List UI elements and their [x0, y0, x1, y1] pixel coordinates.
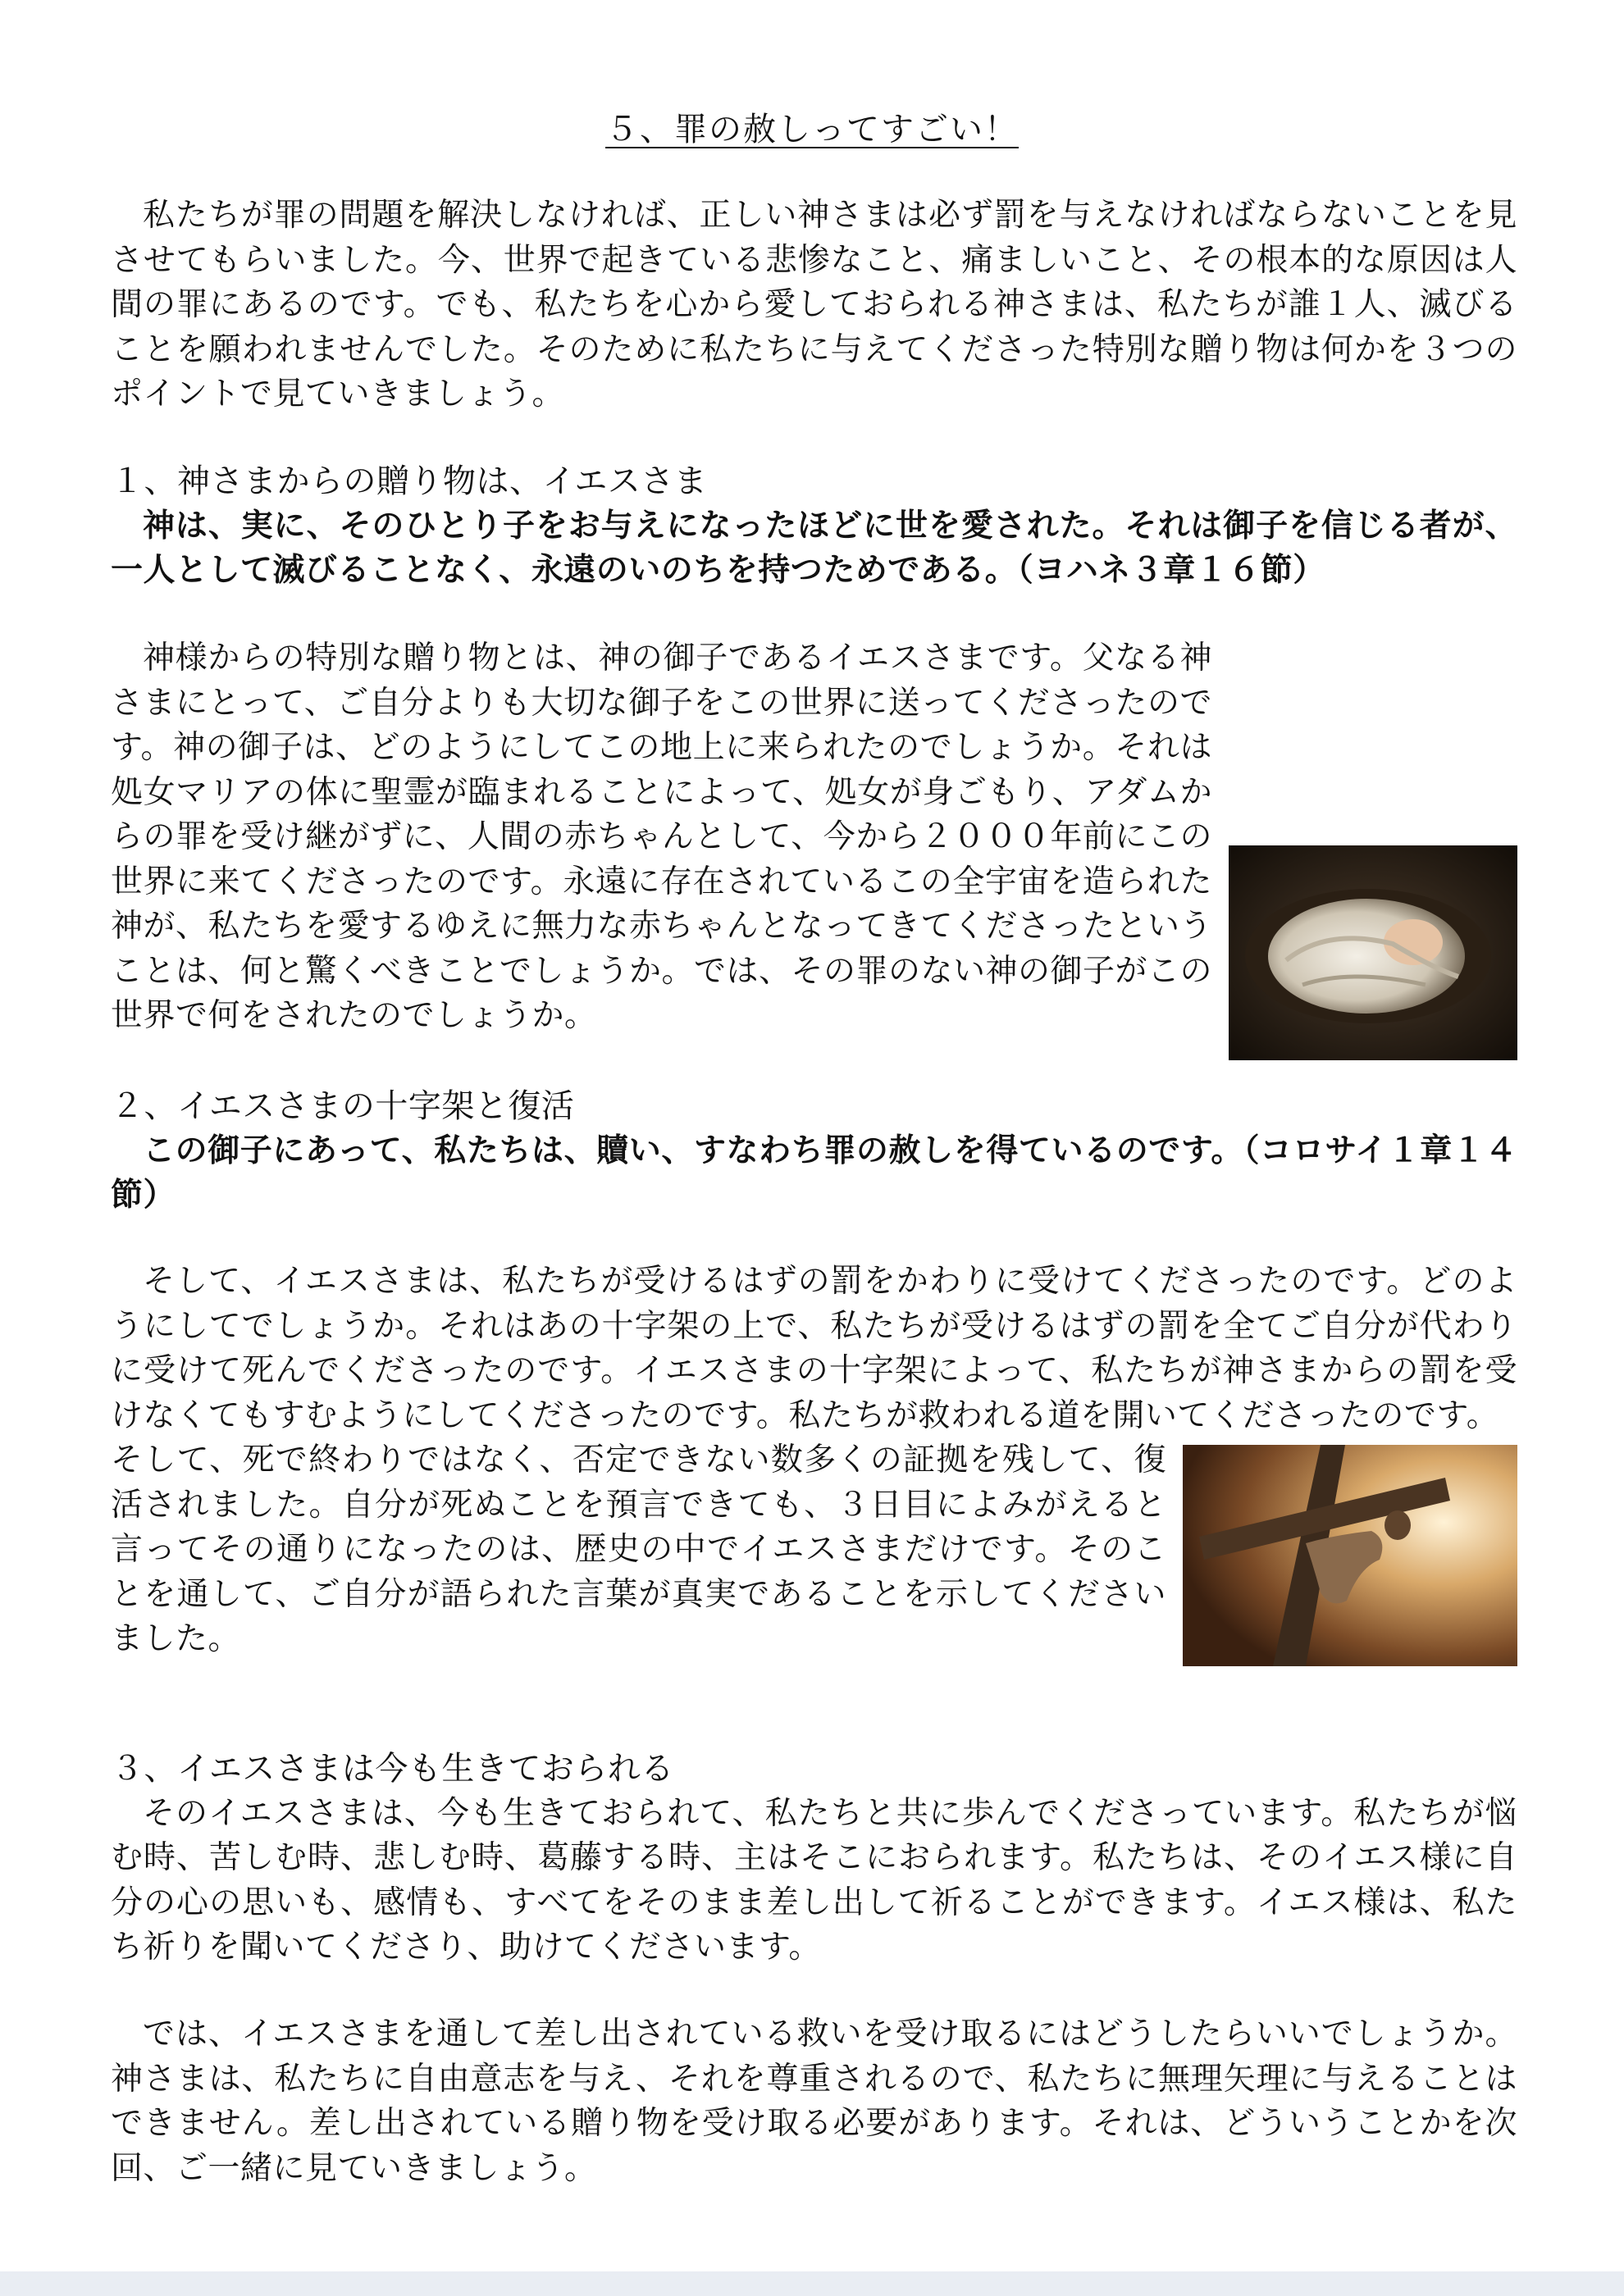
- section-2-body-2: [111, 1438, 1517, 1662]
- baby-photo: [1229, 845, 1517, 1060]
- section-1: [111, 459, 1517, 594]
- section-3-heading: ３、イエスさまは今も生きておられる: [111, 1750, 674, 1788]
- section-2-body-block: [111, 1260, 1517, 1673]
- page-title: [0, 107, 1624, 153]
- page-title-text: ５、罪の赦しってすごい！: [605, 111, 1019, 148]
- section-2-heading: ２、イエスさまの十字架と復活: [111, 1087, 575, 1125]
- section-1-body-block: [111, 636, 1517, 1067]
- section-1-body: [111, 636, 1517, 1039]
- section-2-body-2-text: そして、死で終わりではなく、否定できない数多くの証拠を残して、復活されました。自分が死ぬことを預言できても、３日目によみがえると言ってその通りになったのは、歴史の中でイエスさまだけです。そのことを通して、ご自分が語られた言葉が真実であることを示してくださいました。: [111, 1442, 1166, 1657]
- section-3-body-1: そのイエスさまは、今も生きておられて、私たちと共に歩んでくださっています。私たちが悩む時、苦しむ時、悲しむ時、葛藤する時、主はそこにおられます。私たちは、そのイエス様に自分の心の思いも、感情も、すべてをそのまま差し出して祈ることができます。イエス様は、私たち祈りを聞いてくださり、助けてくださいます。: [111, 1794, 1517, 1966]
- section-2-verse: この御子にあって、私たちは、贖い、すなわち罪の赦しを得ているのです。（コロサイ１章１４節）: [111, 1132, 1517, 1214]
- section-1-heading: １、神さまからの贈り物は、イエスさま: [111, 462, 708, 500]
- section-3: [111, 1747, 1517, 1970]
- cross-photo: [1183, 1445, 1517, 1666]
- section-3-body-2: では、イエスさまを通して差し出されている救いを受け取るにはどうしたらいいでしょうか。神さまは、私たちに自由意志を与え、それを尊重されるので、私たちに無理矢理に与えることはできません。差し出されている贈り物を受け取る必要があります。それは、どういうことかを次回、ご一緒に見ていきましょう。: [111, 2016, 1517, 2187]
- section-1-verse: 神は、実に、そのひとり子をお与えになったほどに世を愛された。それは御子を信じる者が、一人として滅びることなく、永遠のいのちを持つためである。（ヨハネ３章１６節）: [111, 507, 1517, 589]
- section-1-body-text: 神様からの特別な贈り物とは、神の御子であるイエスさまです。父なる神さまにとって、ご自分よりも大切な御子をこの世界に送ってくださったのです。神の御子は、どのようにしてこの地上に来られたのでしょうか。それは処女マリアの体に聖霊が臨まれることによって、処女が身ごもり、アダムからの罪を受け継がずに、人間の赤ちゃんとして、今から２０００年前にこの世界に来てくださったのです。永遠に存在されているこの全宇宙を造られた神が、私たちを愛するゆえに無力な赤ちゃんとなってきてくださったということは、何と驚くべきことでしょうか。では、その罪のない神の御子がこの世界で何をされたのでしょうか。: [111, 640, 1213, 1034]
- section-2-body-1: そして、イエスさまは、私たちが受けるはずの罰をかわりに受けてくださったのです。どのようにしてでしょうか。それはあの十字架の上で、私たちが受けるはずの罰を全てご自分が代わりに受けて死んでくださったのです。イエスさまの十字架によって、私たちが神さまからの罰を受けなくてもすむようにしてくださったのです。私たちが救われる道を開いてくださったのです。: [111, 1263, 1517, 1434]
- page-bottom-border: [0, 2271, 1624, 2296]
- section-2: [111, 1084, 1517, 1219]
- section-3-closing-block: [111, 2012, 1517, 2191]
- intro-block: [111, 194, 1517, 417]
- intro-paragraph: 私たちが罪の問題を解決しなければ、正しい神さまは必ず罰を与えなければならないことを見させてもらいました。今、世界で起きている悲惨なこと、痛ましいこと、その根本的な原因は人間の罪にあるのです。でも、私たちを心から愛しておられる神さまは、私たちが誰１人、滅びることを願われませんでした。そのために私たちに与えてくださった特別な贈り物は何かを３つのポイントで見ていきましょう。: [111, 197, 1517, 412]
